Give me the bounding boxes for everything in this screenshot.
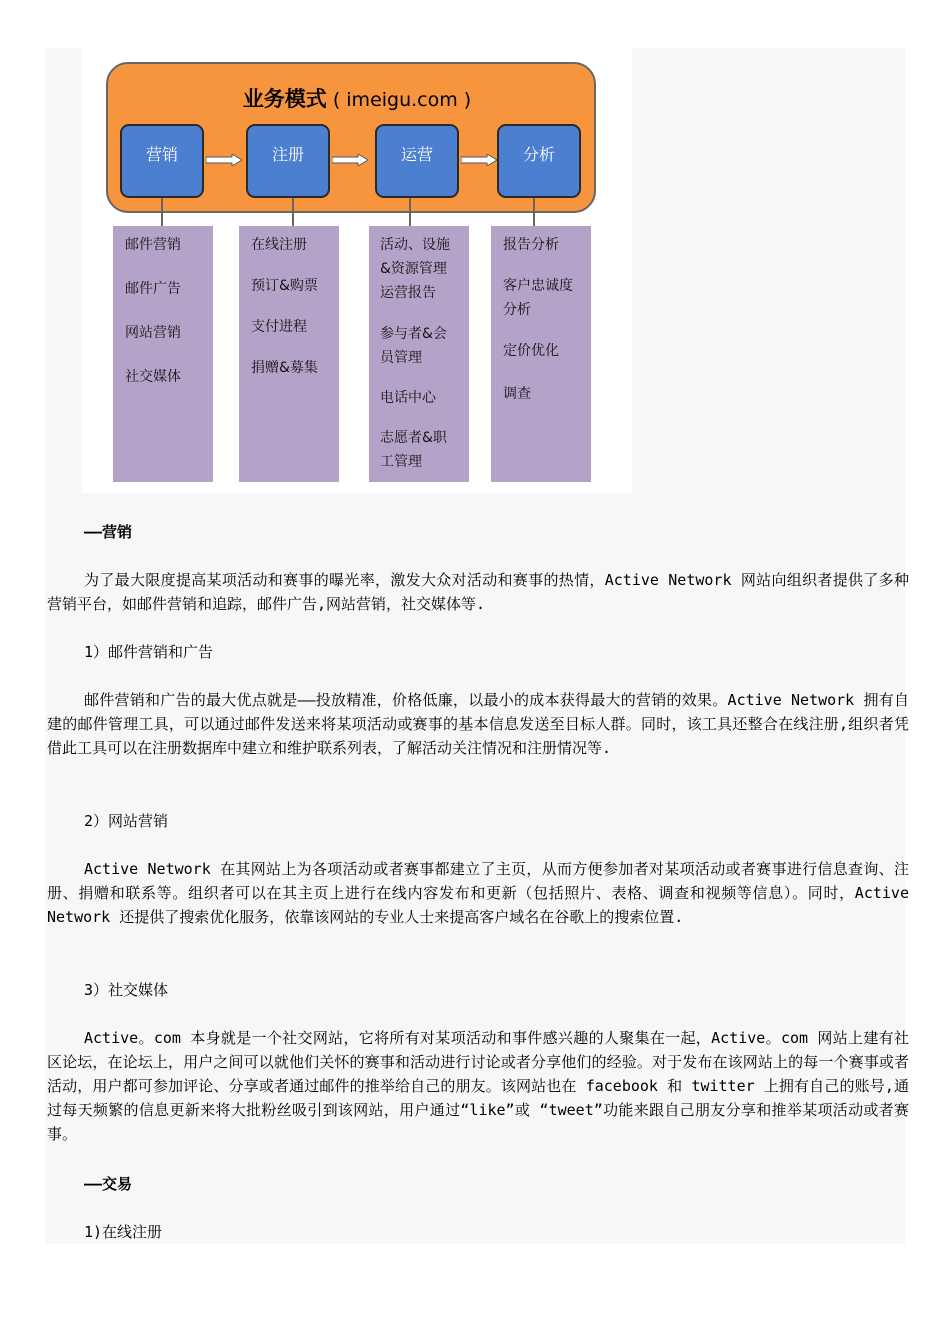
column-item: 活动、设施&资源管理运营报告 <box>380 237 450 301</box>
section-heading-marketing: ——营销 <box>84 523 133 541</box>
paragraph-social: Active。com 本身就是一个社交网站，它将所有对某项活动和事件感兴趣的人聚集在一起，Active。com 网站上建有社区论坛，在论坛上，用户之间可以就他们关怀的赛事和活动进行讨论或者分享他们的经验。对于发布在该网站上的每一个赛事或者活动，用户都可参加评论、分享或者通过邮件的推举给自己的朋友。该网站也在 facebook 和 twitter 上拥有自己的账号,通过每天频繁的信息更新来将大批粉丝吸引到该网站，用户通过“like”或 “tweet”功能来跟自己朋友分享和推举某项活动或者赛事。 <box>47 1029 909 1143</box>
paragraph-email: 邮件营销和广告的最大优点就是——投放精准，价格低廉，以最小的成本获得最大的营销的效果。Active Network 拥有自建的邮件管理工具，可以通过邮件发送来将某项活动或赛事的基本信息发送至目标人群。同时，该工具还整合在线注册,组织者凭借此工具可以在注册数据库中建立和维护联系列表，了解活动关注情况和注册情况等. <box>47 691 909 757</box>
connector-line <box>409 198 411 226</box>
section-heading-trade: ——交易 <box>84 1175 133 1193</box>
column-item: 报告分析 <box>503 237 559 253</box>
connector-line <box>161 198 163 226</box>
subheading-website: 2）网站营销 <box>84 812 169 830</box>
right-arrow-icon <box>206 154 242 166</box>
connector-line <box>292 198 294 226</box>
stage-operation: 运营 <box>375 124 459 198</box>
subheading-social: 3）社交媒体 <box>84 981 169 999</box>
column-item: 客户忠诚度分析 <box>503 278 573 318</box>
column-item: 社交媒体 <box>125 369 181 385</box>
connector-line <box>533 198 535 226</box>
paragraph-website: Active Network 在其网站上为各项活动或者赛事都建立了主页，从而方便参加者对某项活动或者赛事进行信息查询、注册、捐赠和联系等。组织者可以在其主页上进行在线内容发布和更新（包括照片、表格、调查和视频等信息）。同时，Active Network 还提供了搜索优化服务，依靠该网站的专业人士来提高客户域名在谷歌上的搜索位置. <box>47 860 909 926</box>
business-model-diagram <box>82 48 632 493</box>
diagram-title-site: ( imeigu.com ) <box>332 89 472 111</box>
right-arrow-icon <box>461 154 497 166</box>
column-item: 预订&购票 <box>251 278 318 294</box>
paragraph-intro: 为了最大限度提高某项活动和赛事的曝光率，激发大众对活动和赛事的热情，Active Network 网站向组织者提供了多种营销平台，如邮件营销和追踪，邮件广告,网站营销，社交媒体等. <box>47 571 909 613</box>
column-item: 网站营销 <box>125 325 181 341</box>
subheading-online-registration: 1)在线注册 <box>84 1223 163 1241</box>
operation-column <box>369 226 469 482</box>
marketing-column <box>113 226 213 482</box>
column-item: 定价优化 <box>503 343 559 359</box>
column-item: 在线注册 <box>251 237 307 253</box>
subheading-email: 1）邮件营销和广告 <box>84 643 214 661</box>
column-item: 支付进程 <box>251 319 307 335</box>
column-item: 电话中心 <box>380 390 436 406</box>
column-item: 调查 <box>503 386 531 402</box>
column-item: 志愿者&职工管理 <box>380 430 447 470</box>
diagram-title <box>82 83 632 113</box>
right-arrow-icon <box>332 154 368 166</box>
stage-registration: 注册 <box>246 124 330 198</box>
column-item: 捐赠&募集 <box>251 360 318 376</box>
stage-analysis: 分析 <box>497 124 581 198</box>
stage-marketing: 营销 <box>120 124 204 198</box>
diagram-title-main: 业务模式 <box>242 87 327 111</box>
column-item: 邮件广告 <box>125 281 181 297</box>
column-item: 参与者&会员管理 <box>380 326 447 366</box>
analysis-column <box>491 226 591 482</box>
column-item: 邮件营销 <box>125 237 181 253</box>
registration-column <box>239 226 339 482</box>
